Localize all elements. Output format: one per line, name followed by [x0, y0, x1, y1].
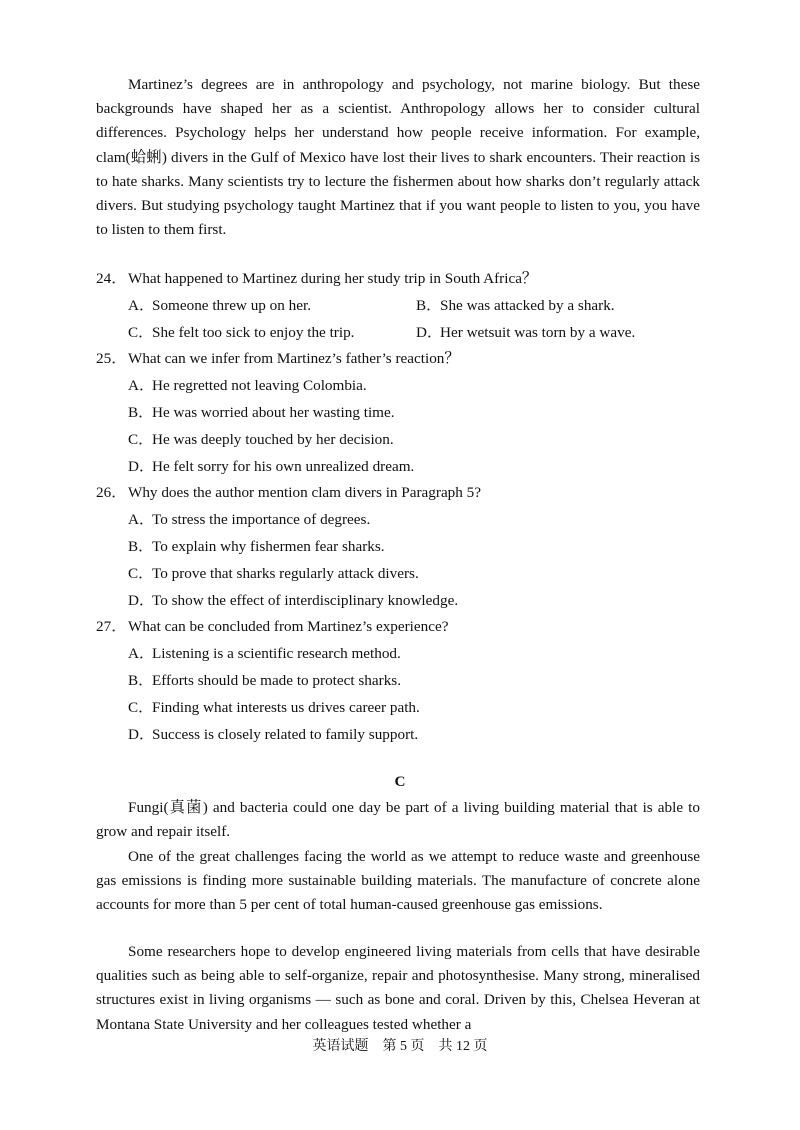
option-text: To explain why fishermen fear sharks. — [152, 537, 385, 555]
option-label: B． — [128, 537, 154, 555]
question-text: What can be concluded from Martinez’s experience? — [128, 618, 449, 636]
option-27-b — [96, 668, 716, 695]
question-list — [96, 266, 716, 748]
option-label: B． — [128, 403, 154, 421]
option-text: Listening is a scientific research method. — [152, 645, 401, 663]
option-label: D． — [128, 591, 155, 609]
option-27-a — [96, 641, 716, 668]
option-label: D． — [416, 323, 443, 341]
option-label: A． — [128, 645, 155, 663]
question-text: Why does the author mention clam divers in Paragraph 5? — [128, 484, 482, 502]
option-25-d — [96, 454, 716, 481]
question-number: 24． — [96, 270, 127, 287]
question-27 — [96, 614, 716, 641]
option-label: B． — [128, 671, 154, 689]
option-text: Someone threw up on her. — [152, 296, 312, 314]
option-row — [96, 320, 716, 347]
option-label: C． — [128, 430, 154, 448]
option-text: Success is closely related to family support. — [152, 725, 419, 743]
option-27-c — [96, 695, 716, 722]
option-label: D． — [128, 457, 155, 475]
option-label: B． — [416, 296, 442, 314]
option-25-a — [96, 373, 716, 400]
option-26-a — [96, 507, 716, 534]
option-label: C． — [128, 323, 154, 341]
option-26-c — [96, 561, 716, 588]
option-24-b — [416, 293, 615, 320]
option-text: Efforts should be made to protect sharks. — [152, 671, 401, 689]
option-text: He felt sorry for his own unrealized dream. — [152, 457, 415, 475]
page-footer: 英语试题 第 5 页 共 12 页 — [312, 1039, 488, 1054]
passage-c-paragraph-3: Some researchers hope to develop engineered living materials from cells that have desirable qualities such as being able to self-organize, repair and photosynthesise. Many strong, mineralised structures exist in living organisms — such as bone and coral. Driven by this, Chelsea Heveran at Montana State University and her colleagues tested whether a — [96, 943, 700, 1033]
option-label: D． — [128, 725, 155, 743]
option-27-d — [96, 722, 716, 749]
option-24-c — [128, 320, 416, 347]
option-25-b — [96, 400, 716, 427]
question-text: What happened to Martinez during her study trip in South Africa？ — [128, 270, 538, 287]
option-26-d — [96, 588, 716, 615]
option-text: He was deeply touched by her decision. — [152, 430, 394, 448]
question-number: 26． — [96, 484, 127, 502]
option-text: He regretted not leaving Colombia. — [152, 377, 367, 395]
option-25-c — [96, 427, 716, 454]
option-24-a — [128, 293, 416, 320]
passage-b-paragraph: Martinez’s degrees are in anthropology and psychology, not marine biology. But these backgrounds have shaped her as a scientist. Anthropology allows her to consider cultural differences. Psychology helps her understand how people receive information. For example, clam(蛤蜊) divers in the Gulf of Mexico have lost their lives to shark encounters. Their reaction is to hate sharks. Many scientists try to lecture the fishermen about how sharks don’t regularly attack divers. But studying psychology taught Martinez that if you want people to listen to you, you have to listen to them first. — [96, 76, 700, 239]
question-text: What can we infer from Martinez’s father’s reaction？ — [128, 350, 460, 368]
option-label: A． — [128, 296, 155, 314]
option-label: C． — [128, 564, 154, 582]
question-25 — [96, 346, 716, 373]
option-label: A． — [128, 377, 155, 395]
option-row — [96, 293, 716, 320]
option-label: A． — [128, 511, 155, 529]
passage-c-paragraph-1: Fungi(真菌) and bacteria could one day be part of a living building material that is able to grow and repair itself. — [96, 799, 700, 841]
option-text: She felt too sick to enjoy the trip. — [152, 323, 355, 341]
option-text: To stress the importance of degrees. — [152, 511, 371, 529]
question-24 — [96, 266, 716, 293]
option-text: He was worried about her wasting time. — [152, 403, 395, 421]
question-26 — [96, 480, 716, 507]
passage-c-paragraph-2: One of the great challenges facing the world as we attempt to reduce waste and greenhouse gas emissions is finding more sustainable building materials. The manufacture of concrete alone accounts for more than 5 per cent of total human-caused greenhouse gas emissions. — [96, 848, 700, 914]
option-26-b — [96, 534, 716, 561]
option-text: She was attacked by a shark. — [440, 296, 615, 314]
option-text: Her wetsuit was torn by a wave. — [440, 323, 636, 341]
option-text: To prove that sharks regularly attack divers. — [152, 564, 419, 582]
section-heading: C — [394, 773, 406, 790]
question-number: 27． — [96, 618, 127, 636]
option-label: C． — [128, 698, 154, 716]
option-text: To show the effect of interdisciplinary knowledge. — [152, 591, 459, 609]
question-number: 25． — [96, 350, 127, 368]
option-24-d — [416, 320, 635, 347]
option-text: Finding what interests us drives career path. — [152, 698, 420, 716]
